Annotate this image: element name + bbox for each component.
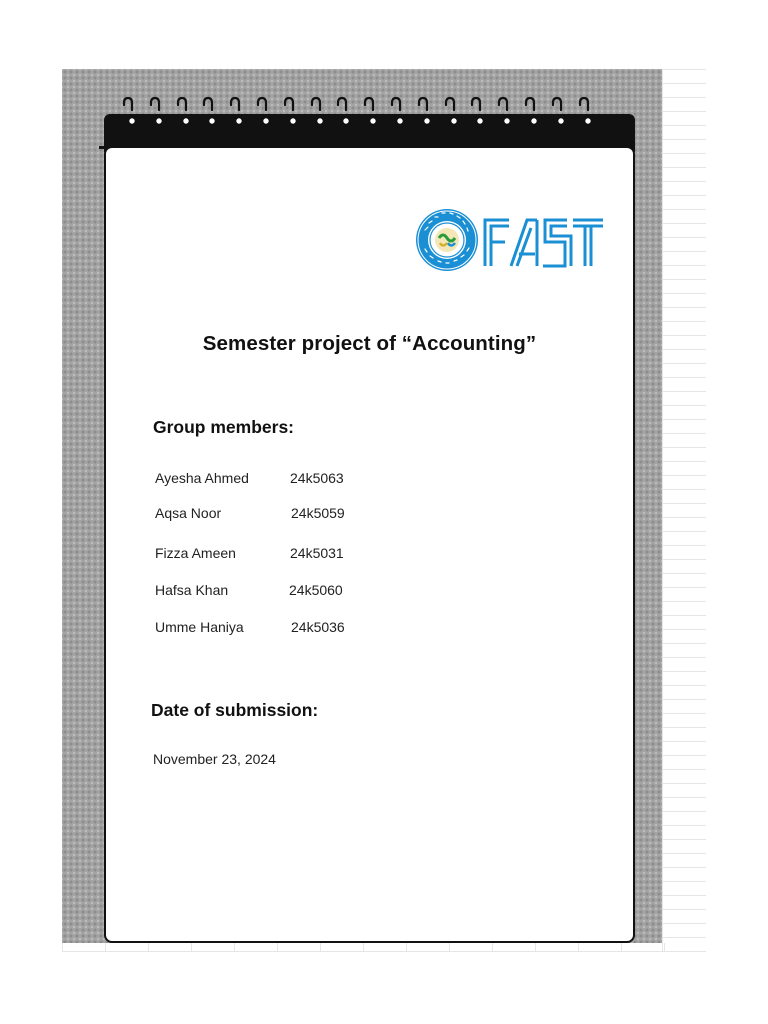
group-members-heading: Group members:	[153, 417, 294, 437]
member-name: Hafsa Khan	[155, 582, 229, 598]
spiral-ring-icon	[417, 96, 431, 128]
spiral-ring-icon	[336, 96, 350, 128]
spiral-ring-icon	[497, 96, 511, 128]
spiral-ring-icon	[256, 96, 270, 128]
spiral-ring-icon	[524, 96, 538, 128]
fast-logo	[415, 208, 607, 274]
spiral-ring-icon	[283, 96, 297, 128]
spiral-ring-icon	[470, 96, 484, 128]
submission-date-heading: Date of submission:	[151, 700, 319, 720]
member-name: Ayesha Ahmed	[155, 470, 249, 486]
member-name: Umme Haniya	[155, 619, 244, 635]
member-name: Fizza Ameen	[155, 545, 236, 561]
member-row	[155, 582, 375, 602]
spiral-ring-icon	[363, 96, 377, 128]
fast-wordmark	[483, 216, 605, 268]
university-seal-icon	[415, 208, 479, 272]
spreadsheet-grid	[662, 69, 706, 951]
member-id: 24k5036	[291, 619, 345, 635]
spreadsheet-grid-bottom	[62, 943, 706, 952]
spiral-ring-icon	[310, 96, 324, 128]
member-id: 24k5031	[290, 545, 344, 561]
spiral-ring-icon	[551, 96, 565, 128]
spiral-ring-icon	[149, 96, 163, 128]
spiral-ring-icon	[390, 96, 404, 128]
spiral-ring-icon	[444, 96, 458, 128]
member-id: 24k5063	[290, 470, 344, 486]
member-name: Aqsa Noor	[155, 505, 222, 521]
spiral-rings	[122, 96, 612, 132]
document-title: Semester project of “Accounting”	[202, 332, 537, 355]
spiral-ring-icon	[578, 96, 592, 128]
submission-date: November 23, 2024	[153, 751, 276, 767]
member-id: 24k5059	[291, 505, 345, 521]
spiral-ring-icon	[122, 96, 136, 128]
member-row	[155, 470, 375, 490]
member-row	[155, 505, 375, 525]
spiral-ring-icon	[176, 96, 190, 128]
member-row	[155, 545, 375, 565]
spiral-ring-icon	[229, 96, 243, 128]
member-id: 24k5060	[289, 582, 343, 598]
member-row	[155, 619, 375, 639]
spiral-ring-icon	[202, 96, 216, 128]
